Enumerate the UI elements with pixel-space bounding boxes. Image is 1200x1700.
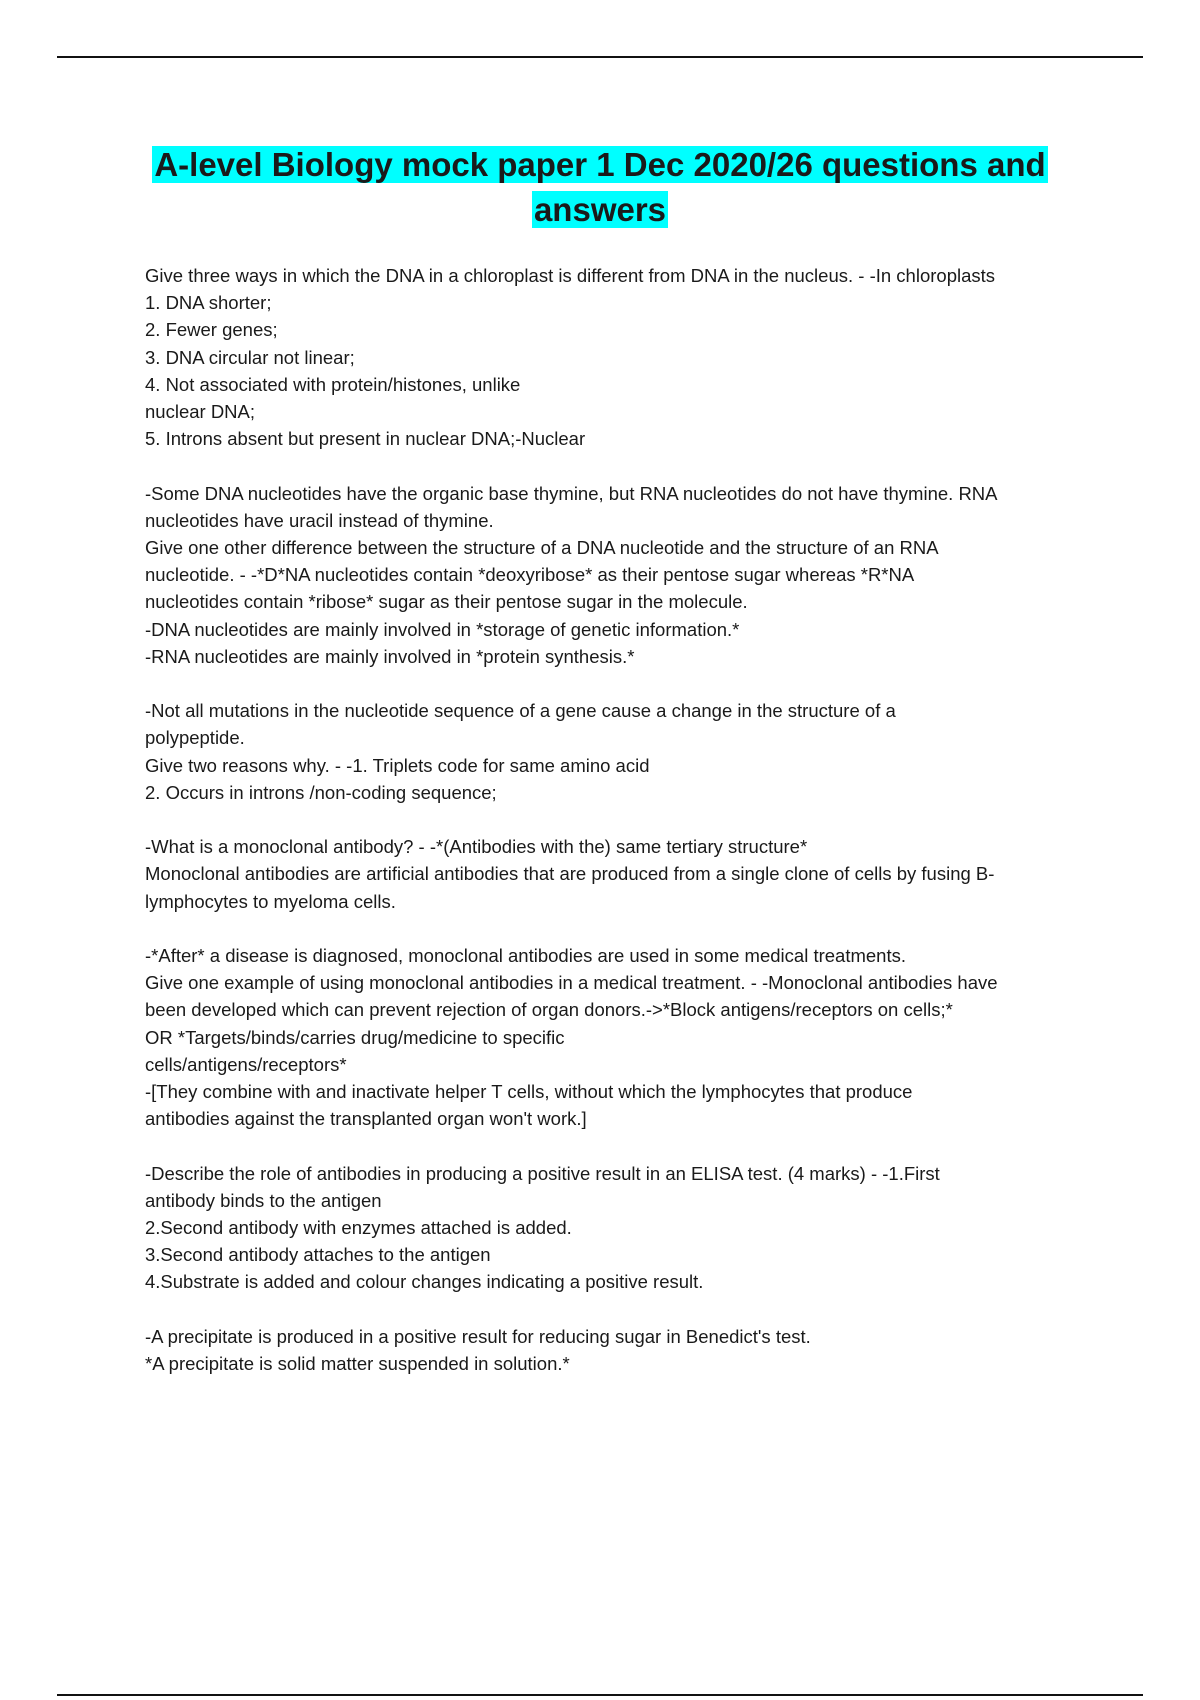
text-line: nuclear DNA;: [145, 401, 256, 423]
title-line-1: A-level Biology mock paper 1 Dec 2020/26 questions and: [154, 146, 1046, 183]
qa-block: [145, 262, 1095, 452]
qa-block: [145, 833, 1095, 915]
text-line: -Some DNA nucleotides have the organic base thymine, but RNA nucleotides do not have thymine. RNA: [145, 482, 998, 504]
bottom-rule: [57, 1694, 1143, 1696]
qa-block: [145, 1323, 1095, 1377]
top-rule: [57, 56, 1143, 58]
text-line: -DNA nucleotides are mainly involved in *storage of genetic information.*: [145, 618, 740, 640]
document-body: [145, 262, 1095, 1404]
text-line: -Not all mutations in the nucleotide sequence of a gene cause a change in the structure of a: [145, 700, 896, 722]
text-line: -A precipitate is produced in a positive result for reducing sugar in Benedict's test.: [145, 1325, 811, 1347]
text-line: 2. Occurs in introns /non-coding sequence;: [145, 781, 497, 803]
text-line: 5. Introns absent but present in nuclear DNA;-Nuclear: [145, 428, 586, 450]
text-line: Give three ways in which the DNA in a chloroplast is different from DNA in the nucleus. - -In chloroplasts: [145, 265, 996, 286]
qa-block: [145, 480, 1095, 670]
text-line: 1. DNA shorter;: [145, 292, 272, 314]
text-line: OR *Targets/binds/carries drug/medicine to specific: [145, 1026, 565, 1048]
text-line: cells/antigens/receptors*: [145, 1053, 347, 1075]
text-line: 3. DNA circular not linear;: [145, 346, 355, 368]
text-line: nucleotides have uracil instead of thymine.: [145, 509, 494, 531]
text-line: -RNA nucleotides are mainly involved in *protein synthesis.*: [145, 645, 635, 667]
text-line: Give two reasons why. - -1. Triplets code for same amino acid: [145, 754, 650, 776]
text-line: polypeptide.: [145, 727, 245, 749]
title-line-2: answers: [533, 191, 667, 228]
text-line: 2. Fewer genes;: [145, 319, 278, 341]
text-line: Monoclonal antibodies are artificial antibodies that are produced from a single clone of cells by fusing B-: [145, 863, 995, 885]
text-line: Give one example of using monoclonal antibodies in a medical treatment. - -Monoclonal antibodies have: [145, 972, 998, 994]
document-title: [150, 142, 1050, 232]
text-line: *A precipitate is solid matter suspended in solution.*: [145, 1353, 570, 1375]
text-line: -[They combine with and inactivate helper T cells, without which the lymphocytes that produce: [145, 1081, 913, 1103]
text-line: -What is a monoclonal antibody? - -*(Antibodies with the) same tertiary structure*: [145, 836, 808, 858]
text-line: lymphocytes to myeloma cells.: [145, 890, 396, 912]
text-line: 4.Substrate is added and colour changes indicating a positive result.: [145, 1271, 704, 1293]
qa-block: [145, 697, 1095, 806]
text-line: -*After* a disease is diagnosed, monoclonal antibodies are used in some medical treatments.: [145, 945, 906, 967]
text-line: Give one other difference between the structure of a DNA nucleotide and the structure of an RNA: [145, 537, 939, 559]
text-line: been developed which can prevent rejection of organ donors.->*Block antigens/receptors on cells;*: [145, 999, 953, 1021]
qa-block: [145, 1160, 1095, 1296]
text-line: 2.Second antibody with enzymes attached is added.: [145, 1217, 572, 1239]
text-line: 3.Second antibody attaches to the antigen: [145, 1244, 491, 1266]
text-line: antibody binds to the antigen: [145, 1189, 382, 1211]
text-line: nucleotides contain *ribose* sugar as their pentose sugar in the molecule.: [145, 591, 748, 613]
text-line: nucleotide. - -*D*NA nucleotides contain *deoxyribose* as their pentose sugar whereas *R*NA: [145, 564, 915, 586]
qa-block: [145, 942, 1095, 1132]
text-line: -Describe the role of antibodies in producing a positive result in an ELISA test. (4 marks) - -1.First: [145, 1162, 940, 1184]
text-line: 4. Not associated with protein/histones, unlike: [145, 373, 521, 395]
text-line: antibodies against the transplanted organ won't work.]: [145, 1108, 587, 1130]
